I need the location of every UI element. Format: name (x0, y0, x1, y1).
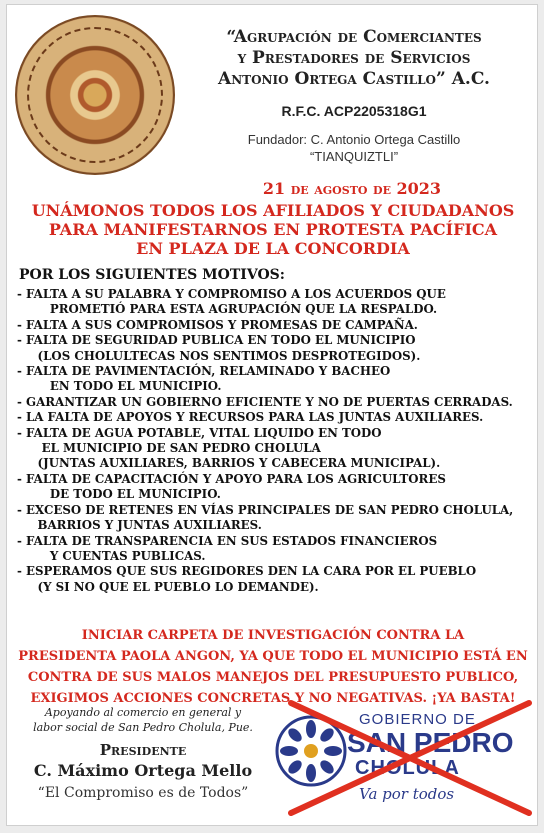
reason-item: - FALTA A SU PALABRA Y COMPROMISO A LOS ACUERDOS QUE PROMETIÓ PARA ESTA AGRUPACIÓN QUE LA RESPALDO. (17, 287, 446, 317)
demand-line-3: CONTRA DE SUS MALOS MANEJOS DEL PRESUPUESTO PUBLICO, (27, 670, 519, 685)
founder-line: Fundador: C. Antonio Ortega Castillo (247, 132, 461, 147)
red-x-cross-icon (267, 695, 535, 820)
reason-item: - FALTA DE PAVIMENTACIÓN, RELAMINADO Y BACHEO EN TODO EL MUNICIPIO. (17, 364, 391, 394)
codex-ring (27, 27, 163, 163)
call-line-3: EN PLAZA DE LA CONCORDIA (136, 239, 410, 258)
reason-item: - LA FALTA DE APOYOS Y RECURSOS PARA LAS JUNTAS AUXILIARES. (17, 410, 484, 425)
reason-item: - EXCESO DE RETENES EN VÍAS PRINCIPALES DE SAN PEDRO CHOLULA, BARRIOS Y JUNTAS AUXILIARES. (17, 502, 514, 533)
reasons-heading: POR LOS SIGUIENTES MOTIVOS: (19, 267, 285, 283)
reason-item: - FALTA DE TRANSPARENCIA EN SUS ESTADOS FINANCIEROS Y CUENTAS PUBLICAS. (17, 533, 438, 563)
event-date: 21 de agosto de 2023 (262, 179, 442, 198)
demand-line-4: EXIGIMOS ACCIONES CONCRETAS Y NO NEGATIVAS. ¡YA BASTA! (30, 691, 516, 706)
reason-item: - FALTA DE SEGURIDAD PUBLICA EN TODO EL MUNICIPIO (LOS CHOLULTECAS NOS SENTIMOS DESPROTEGIDOS). (17, 333, 421, 363)
support-line-2: labor social de San Pedro Cholula, Pue. (33, 721, 253, 734)
president-name: C. Máximo Ortega Mello (33, 761, 253, 780)
org-line-1: “Agrupación de Comerciantes (226, 27, 482, 47)
reason-item: - ESPERAMOS QUE SUS REGIDORES DEN LA CARA POR EL PUEBLO (Y SI NO QUE EL PUEBLO LO DEMANDE). (17, 564, 477, 594)
call-line-2: PARA MANIFESTARNOS EN PROTESTA PACÍFICA (48, 220, 498, 239)
rfc-number: R.F.C. ACP2205318G1 (281, 103, 427, 119)
logo-san-pedro: SAN PEDRO (347, 727, 514, 758)
call-to-action (7, 201, 538, 258)
call-line-1: UNÁMONOS TODOS LOS AFILIADOS Y CIUDADANOS (31, 201, 515, 220)
reasons-list (17, 287, 535, 595)
organization-name (175, 27, 533, 90)
demand-line-1: INICIAR CARPETA DE INVESTIGACIÓN CONTRA LA (81, 628, 465, 643)
logo-cholula: CHOLULA (355, 757, 460, 779)
flyer-page (6, 4, 538, 826)
president-title: Presidente (99, 741, 187, 759)
support-line-1: Apoyando al comercio en general y (44, 706, 242, 719)
support-note (9, 705, 277, 735)
reason-item: - FALTA A SUS COMPROMISOS Y PROMESAS DE CAMPAÑA. (17, 317, 418, 332)
reason-item: - FALTA DE CAPACITACIÓN Y APOYO PARA LOS AGRICULTORES DE TODO EL MUNICIPIO. (17, 471, 446, 502)
logo-gobierno: GOBIERNO DE (359, 711, 476, 728)
gov-logo-crossed (267, 695, 535, 820)
header (7, 5, 538, 177)
motto: “El Compromiso es de Todos” (37, 785, 249, 801)
demand-line-2: PRESIDENTA PAOLA ANGON, YA QUE TODO EL MUNICIPIO ESTÁ EN (18, 649, 528, 664)
logo-slogan: Va por todos (359, 785, 455, 803)
org-line-3: Antonio Ortega Castillo” A.C. (218, 69, 490, 89)
reason-item: - FALTA DE AGUA POTABLE, VITAL LIQUIDO EN TODO EL MUNICIPIO DE SAN PEDRO CHOLULA (JUNTAS AUXILIARES, BARRIOS Y CABECERA MUNICIPAL). (17, 425, 441, 471)
aztec-codex-image (15, 15, 175, 175)
org-line-2: y Prestadores de Servicios (237, 48, 471, 68)
founder-nickname: “TIANQUIZTLI” (309, 149, 399, 164)
reason-item: - GARANTIZAR UN GOBIERNO EFICIENTE Y NO DE PUERTAS CERRADAS. (17, 394, 513, 409)
founder-block (175, 131, 533, 165)
